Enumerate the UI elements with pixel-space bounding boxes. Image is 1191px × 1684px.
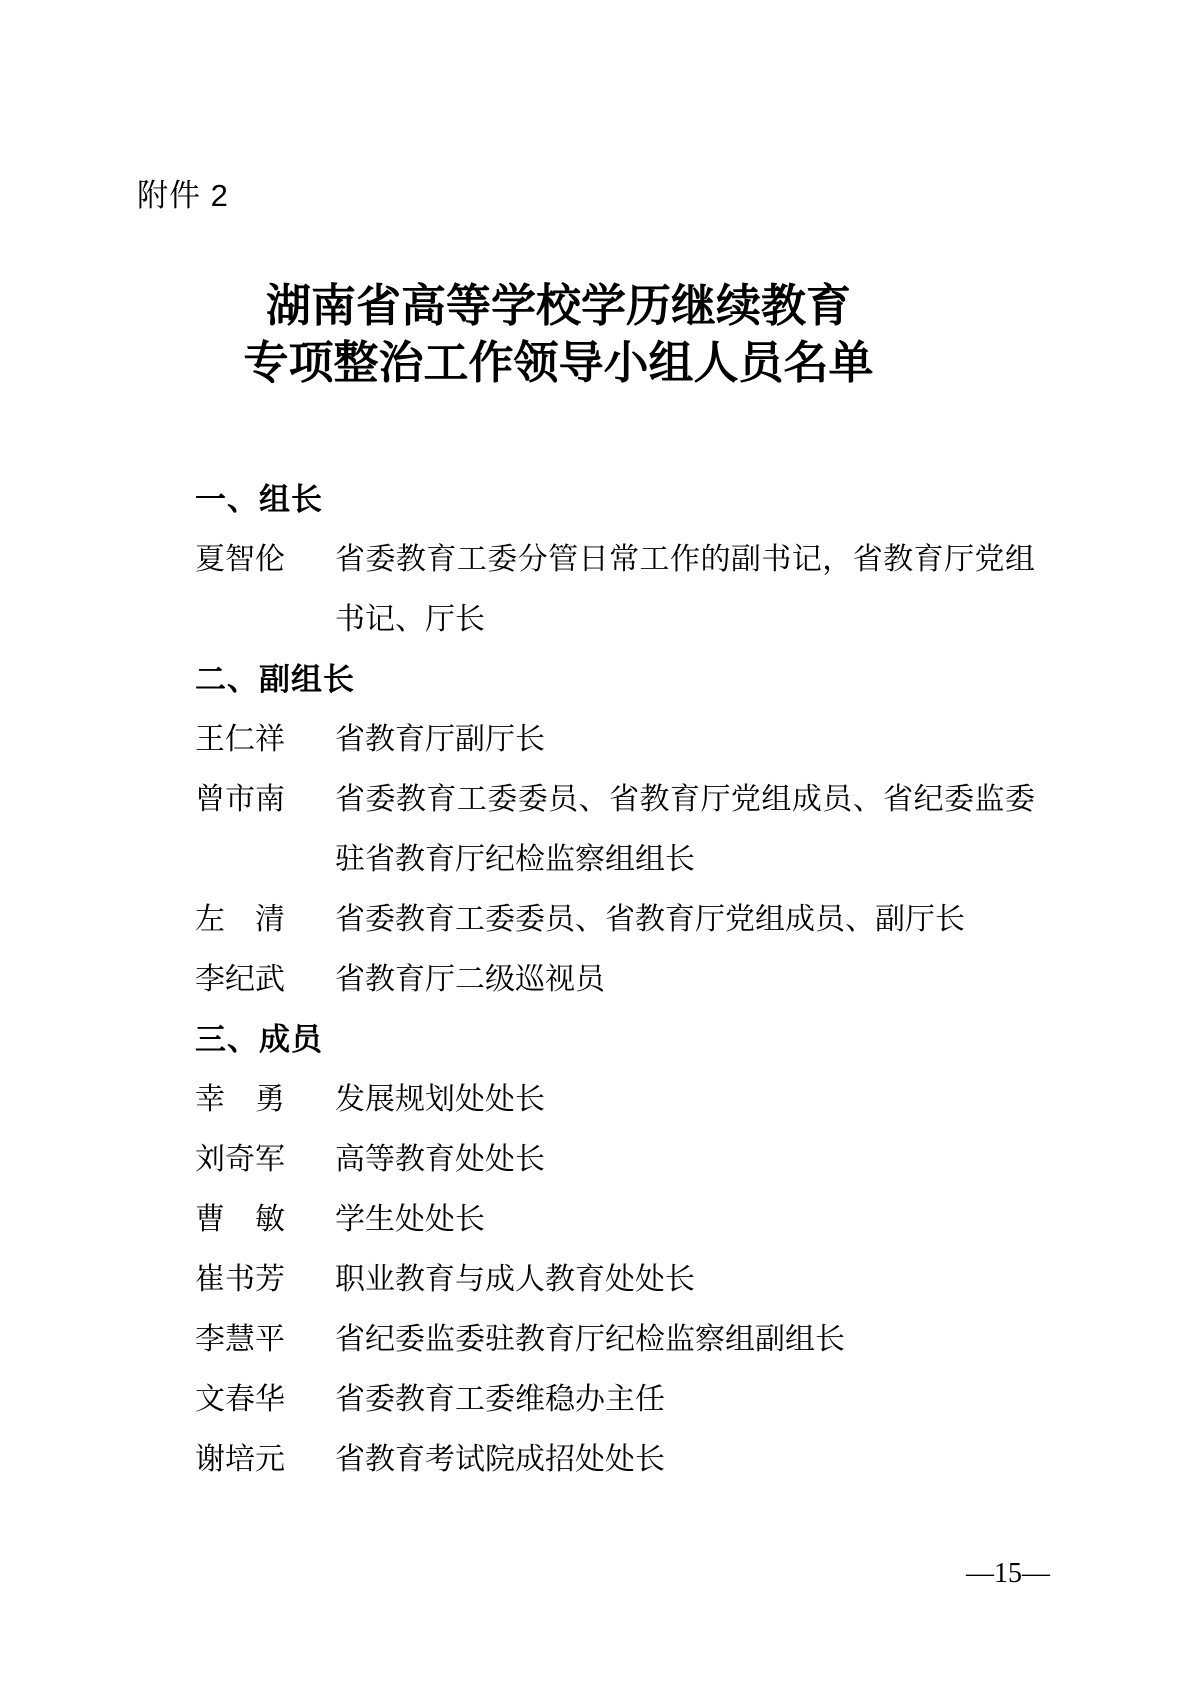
member-name: 李慧平 <box>195 1323 285 1356</box>
attachment-label: 附件 2 <box>137 178 229 213</box>
member-name: 幸 勇 <box>195 1083 285 1116</box>
section-heading: 三、成员 <box>195 1022 323 1057</box>
document-title <box>0 278 1117 392</box>
member-name: 李纪武 <box>195 963 285 996</box>
member-name: 王仁祥 <box>195 723 285 756</box>
member-role: 省委教育工委委员、省教育厅党组成员、副厅长 <box>335 903 965 936</box>
member-role: 省教育考试院成招处处长 <box>335 1443 665 1476</box>
member-row <box>195 1250 1035 1310</box>
section-heading: 一、组长 <box>195 482 323 517</box>
member-name: 左 清 <box>195 903 285 936</box>
member-role: 省委教育工委委员、省教育厅党组成员、省纪委监委驻省教育厅纪检监察组组长 <box>335 783 1035 876</box>
member-row <box>195 890 1035 950</box>
member-row <box>195 1070 1035 1130</box>
member-role: 省纪委监委驻教育厅纪检监察组副组长 <box>335 1323 845 1356</box>
member-role: 省委教育工委分管日常工作的副书记，省教育厅党组书记、厅长 <box>335 543 1035 636</box>
member-name: 谢培元 <box>195 1443 285 1476</box>
member-role: 学生处处长 <box>335 1203 485 1236</box>
member-row <box>195 1430 1035 1490</box>
member-role: 省教育厅副厅长 <box>335 723 545 756</box>
member-role: 省教育厅二级巡视员 <box>335 963 605 996</box>
member-row <box>195 1310 1035 1370</box>
member-row <box>195 1370 1035 1430</box>
member-name: 刘奇军 <box>195 1143 285 1176</box>
member-name: 夏智伦 <box>195 543 285 576</box>
leadership-group-list <box>195 470 1035 1490</box>
member-name: 曹 敏 <box>195 1203 285 1236</box>
member-role: 高等教育处处长 <box>335 1143 545 1176</box>
member-row <box>195 1190 1035 1250</box>
member-row <box>195 710 1035 770</box>
document-title-line1: 湖南省高等学校学历继续教育 <box>265 281 851 331</box>
member-row <box>195 770 1035 890</box>
member-name: 崔书芳 <box>195 1263 285 1296</box>
member-name: 曾市南 <box>195 783 285 816</box>
member-name: 文春华 <box>195 1383 285 1416</box>
member-role: 发展规划处处长 <box>335 1083 545 1116</box>
member-role: 省委教育工委维稳办主任 <box>335 1383 665 1416</box>
document-title-line2: 专项整治工作领导小组人员名单 <box>243 338 874 388</box>
page-number: —15— <box>966 1558 1050 1589</box>
member-row <box>195 530 1035 650</box>
member-row <box>195 950 1035 1010</box>
member-role: 职业教育与成人教育处处长 <box>335 1263 695 1296</box>
member-row <box>195 1130 1035 1190</box>
section-heading: 二、副组长 <box>195 662 355 697</box>
